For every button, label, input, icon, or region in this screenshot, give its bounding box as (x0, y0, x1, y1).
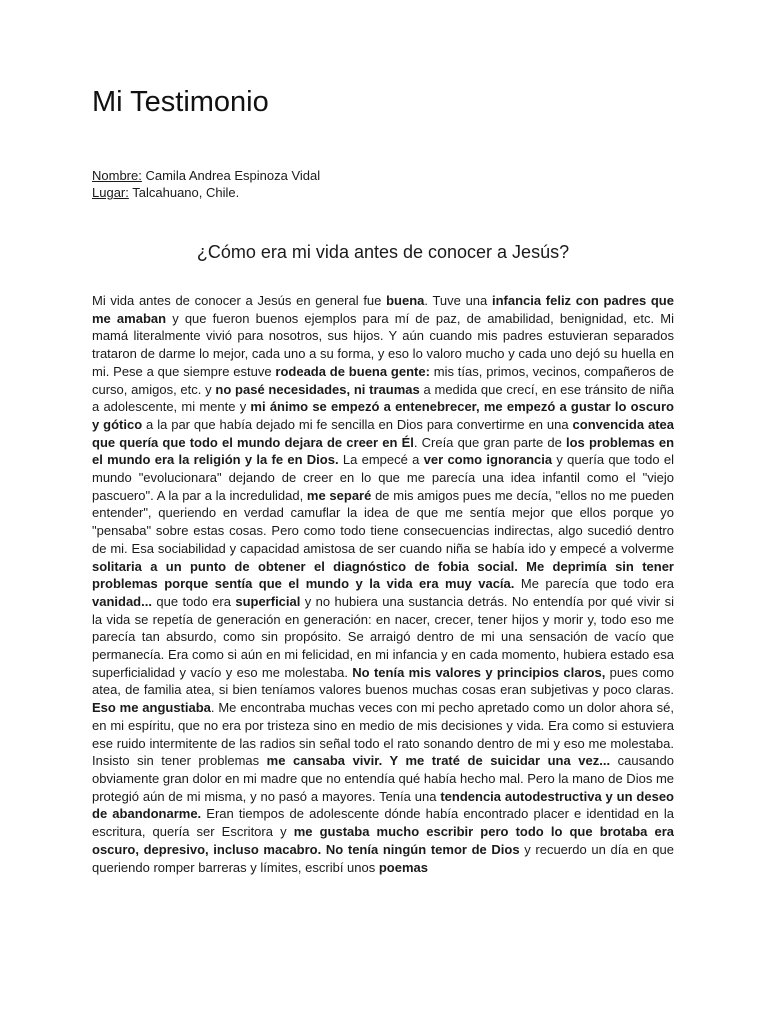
body-emphasis: solitaria a un punto de obtener el diagnóstico de fobia social. Me deprimía sin tener problemas porque sentía que el mundo y la vida era muy vacía. (92, 558, 674, 592)
body-emphasis: ver como ignorancia (423, 452, 553, 468)
body-emphasis: tendencia autodestructiva y un deseo de abandonarme. (92, 788, 674, 822)
body-emphasis: infancia feliz con padres que me amaban (92, 293, 674, 326)
place-line (92, 184, 320, 201)
body-text-run: y quería que todo el mundo "evolucionara" dejando de creer en lo que me parecía una idea infantil como el "viejo pascuero". A la par a la incredulidad, (92, 452, 674, 503)
body-text-run: mis tías, primos, vecinos, compañeros de curso, amigos, etc. y (92, 363, 674, 397)
body-text-run: Eran tiempos de adolescente dónde había encontrado placer e identidad en la escritura, quería ser Escritora y (92, 806, 675, 840)
body-text-run: . Me encontraba muchas veces con mi pecho apretado como un dolor ahora sé, en mi espíritu, que no era por tristeza sino en medio de mis decisiones y vida. Era como si estuviera ese ruido intermitente de las radios sin señal todo el rato sonando dentro de mi y eso me molestaba. Insisto sin tener problemas (92, 700, 674, 769)
body-text-run: La empecé a (338, 452, 424, 468)
body-text-run: que todo era (151, 593, 236, 609)
place-value: Talcahuano, Chile. (132, 185, 240, 200)
section-title: ¿Cómo era mi vida antes de conocer a Jesús? (196, 242, 570, 262)
body-emphasis: No tenía mis valores y principios claros, (352, 664, 606, 680)
body-emphasis: me gustaba mucho escribir pero todo lo que brotaba era oscuro, depresivo, incluso macabro. No tenía ningún temor de Dios (92, 824, 674, 857)
body-text-run: a medida que crecí, en ese tránsito de niña a adolescente, mi mente y (92, 381, 675, 415)
body-text-run: causando obviamente gran dolor en mi madre que no entendía qué había hecho mal. Pero la mano de Dios me protegió aún de mi misma, y no pasó a mayores. Tenía una (92, 753, 674, 804)
body-emphasis: me separé (306, 487, 372, 503)
name-value: Camila Andrea Espinoza Vidal (145, 168, 321, 183)
body-emphasis: me cansaba vivir. Y me traté de suicidar una vez... (266, 753, 611, 769)
body-text-run: . Tuve una (424, 293, 492, 308)
body-text-run: . Creía que gran parte de (413, 434, 566, 450)
body-text-run: a la par que había dejado mi fe sencilla en Dios para convertirme en una (142, 416, 573, 432)
page-title: Mi Testimonio (92, 86, 269, 118)
body-text-run: y que fueron buenos ejemplos para mí de paz, de amabilidad, benignidad, etc. Mi mamá literalmente vivió para nosotros, sus hijos. Y aún cuando mis padres estuvieran separados trataron de darme lo mejor, cada uno a su forma, y eso lo valoro mucho y cada uno dejó su huella en mi. Pese a que siempre estuve (92, 310, 674, 379)
body-text-run: y recuerdo un día en que queriendo romper barreras y límites, escribí unos (92, 841, 674, 875)
body-emphasis: vanidad... (92, 593, 152, 609)
body-emphasis: buena (386, 293, 425, 308)
body-text-run: pues como atea, de familia atea, si bien teníamos valores buenos muchas cosas eran subjetivas y poco claras. (92, 664, 675, 698)
place-label: Lugar: (92, 185, 129, 200)
body-text-run: Mi vida antes de conocer a Jesús en general fue (92, 293, 387, 308)
body-text-run: Me parecía que todo era (514, 576, 674, 592)
body-emphasis: convencida atea que quería que todo el mundo dejara de creer en Él (92, 416, 674, 450)
body-emphasis: mi ánimo se empezó a entenebrecer, me empezó a gustar lo oscuro y gótico (92, 399, 674, 432)
body-emphasis: superficial (235, 593, 301, 609)
name-line (92, 167, 320, 184)
body-emphasis: Eso me angustiaba (92, 700, 211, 716)
body-text-run: de mis amigos pues me decía, "ellos no me pueden entender", queriendo en verdad camuflar la idea de que me sentía mejor que ellos porque yo "pensaba" sobre estas cosas. Pero como todo tiene consecuencias indirectas, algo sucedió dentro de mi. Esa sociabilidad y capacidad amistosa de ser cuando niña se había ido y empecé a volverme (92, 487, 674, 556)
body-emphasis: poemas (378, 859, 428, 875)
body-emphasis: rodeada de buena gente: (275, 363, 430, 379)
body-text-run: y no hubiera una sustancia detrás. No entendía por qué vivir si la vida se repetía de generación en generación: en nacer, crecer, tener hijos y morir y, todo eso me parecía tan absurdo, como sin propósito. Se arraigó dentro de mi una sensación de vacío que permanecía. Era como si aún en mi felicidad, en mi infancia y en cada momento, hubiera estado esa superficialidad y vacío y eso me molestaba. (92, 593, 675, 680)
name-label: Nombre: (92, 168, 142, 183)
body-emphasis: los problemas en el mundo era la religión y la fe en Dios. (92, 434, 675, 468)
body-emphasis: no pasé necesidades, ni traumas (215, 381, 420, 397)
body-paragraph (92, 292, 674, 876)
author-info (92, 167, 320, 201)
